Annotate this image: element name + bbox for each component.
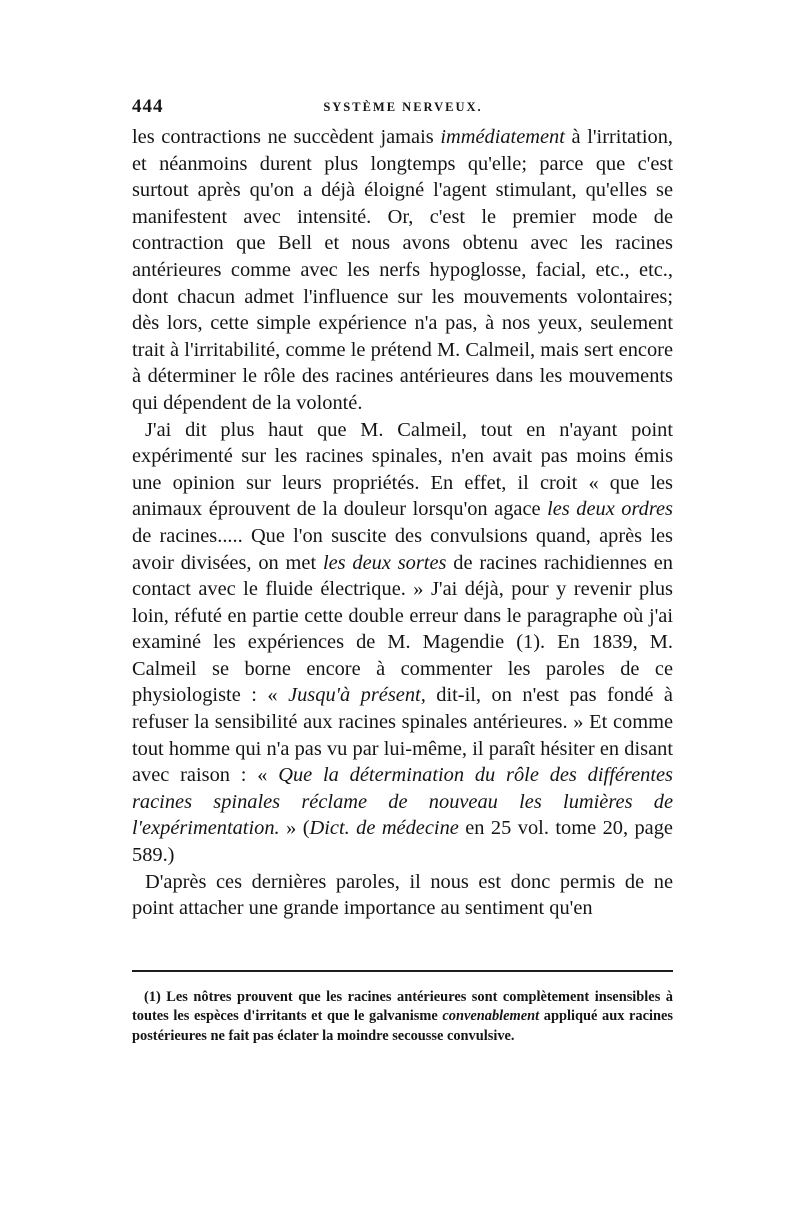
text-run: les contractions ne succèdent jamais [132, 126, 441, 148]
emphasis: convenablement [442, 1008, 540, 1025]
emphasis: les deux ordres [547, 498, 673, 521]
text-run: D'après ces dernières paroles, il nous est donc permis de ne point attacher une grande importance au sentiment qu'en [132, 870, 673, 920]
page-header [132, 96, 674, 120]
emphasis: les deux sortes [322, 551, 447, 574]
text-run: en 25 vol. tome 20, page 589.) [132, 817, 673, 867]
emphasis: Dict. de médecine [309, 817, 459, 840]
paragraph-1 [132, 124, 673, 417]
page-number: 444 [132, 96, 164, 117]
text-run: J'ai dit plus haut que M. Calmeil, tout en n'ayant point expérimenté sur les racines spinales, n'en avait pas moins émis une opinion sur leurs propriétés. En effet, il croit « que les animaux éprouvent de la douleur lorsqu'on agace [132, 418, 673, 521]
paragraph-2 [132, 417, 673, 869]
text-run: à l'irritation, et néanmoins durent plus longtemps qu'elle; parce que c'est surtout après qu'on a déjà éloigné l'agent stimulant, qu'elles se manifestent avec intensité. Or, c'est le premier mode de contraction que Bell et nous avons obtenu avec les racines antérieures comme avec les nerfs hypoglosse, facial, etc., etc., dont chacun admet l'influence sur les mouvements volontaires; dès lors, cette simple expérience n'a pas, à nos yeux, seulement trait à l'irritabilité, comme le prétend M. Calmeil, mais sert encore à déterminer le rôle des racines antérieures dans les mouvements qui dépendent de la volonté. [132, 126, 674, 414]
running-title: SYSTÈME NERVEUX. [323, 100, 483, 114]
footnote-divider [132, 970, 673, 974]
text-run: de racines..... Que l'on suscite des convulsions quand, après les avoir divisées, on met [132, 524, 673, 574]
footnote [132, 988, 673, 1046]
text-run: de racines rachidiennes en contact avec le fluide électrique. » J'ai déjà, pour y revenir plus loin, réfuté en partie cette double erreur dans le paragraphe où j'ai examiné les expériences de M. Magendie (1). En 1839, M. Calmeil se borne encore à commenter les paroles de ce physiologiste : « [132, 551, 673, 707]
text-run: » ( [279, 817, 310, 840]
emphasis: Que la détermination du rôle des différentes racines spinales réclame de nouveau les lumières de l'expérimentation. [132, 764, 673, 840]
emphasis: immédiatement [440, 126, 565, 148]
text-run: appliqué aux racines postérieures ne fait pas éclater la moindre secousse convulsive. [132, 1008, 673, 1044]
main-text [132, 124, 673, 922]
text-run: (1) Les nôtres prouvent que les racines antérieures sont complètement insensibles à toutes les espèces d'irritants et que le galvanisme [132, 989, 673, 1025]
text-run: dit-il, on n'est pas fondé à refuser la sensibilité aux racines spinales antérieures. » Et comme tout homme qui n'a pas vu par lui-même, il paraît hésiter en disant avec raison : « [132, 684, 673, 787]
emphasis: Jusqu'à présent, [288, 684, 426, 707]
paragraph-3 [132, 869, 673, 922]
